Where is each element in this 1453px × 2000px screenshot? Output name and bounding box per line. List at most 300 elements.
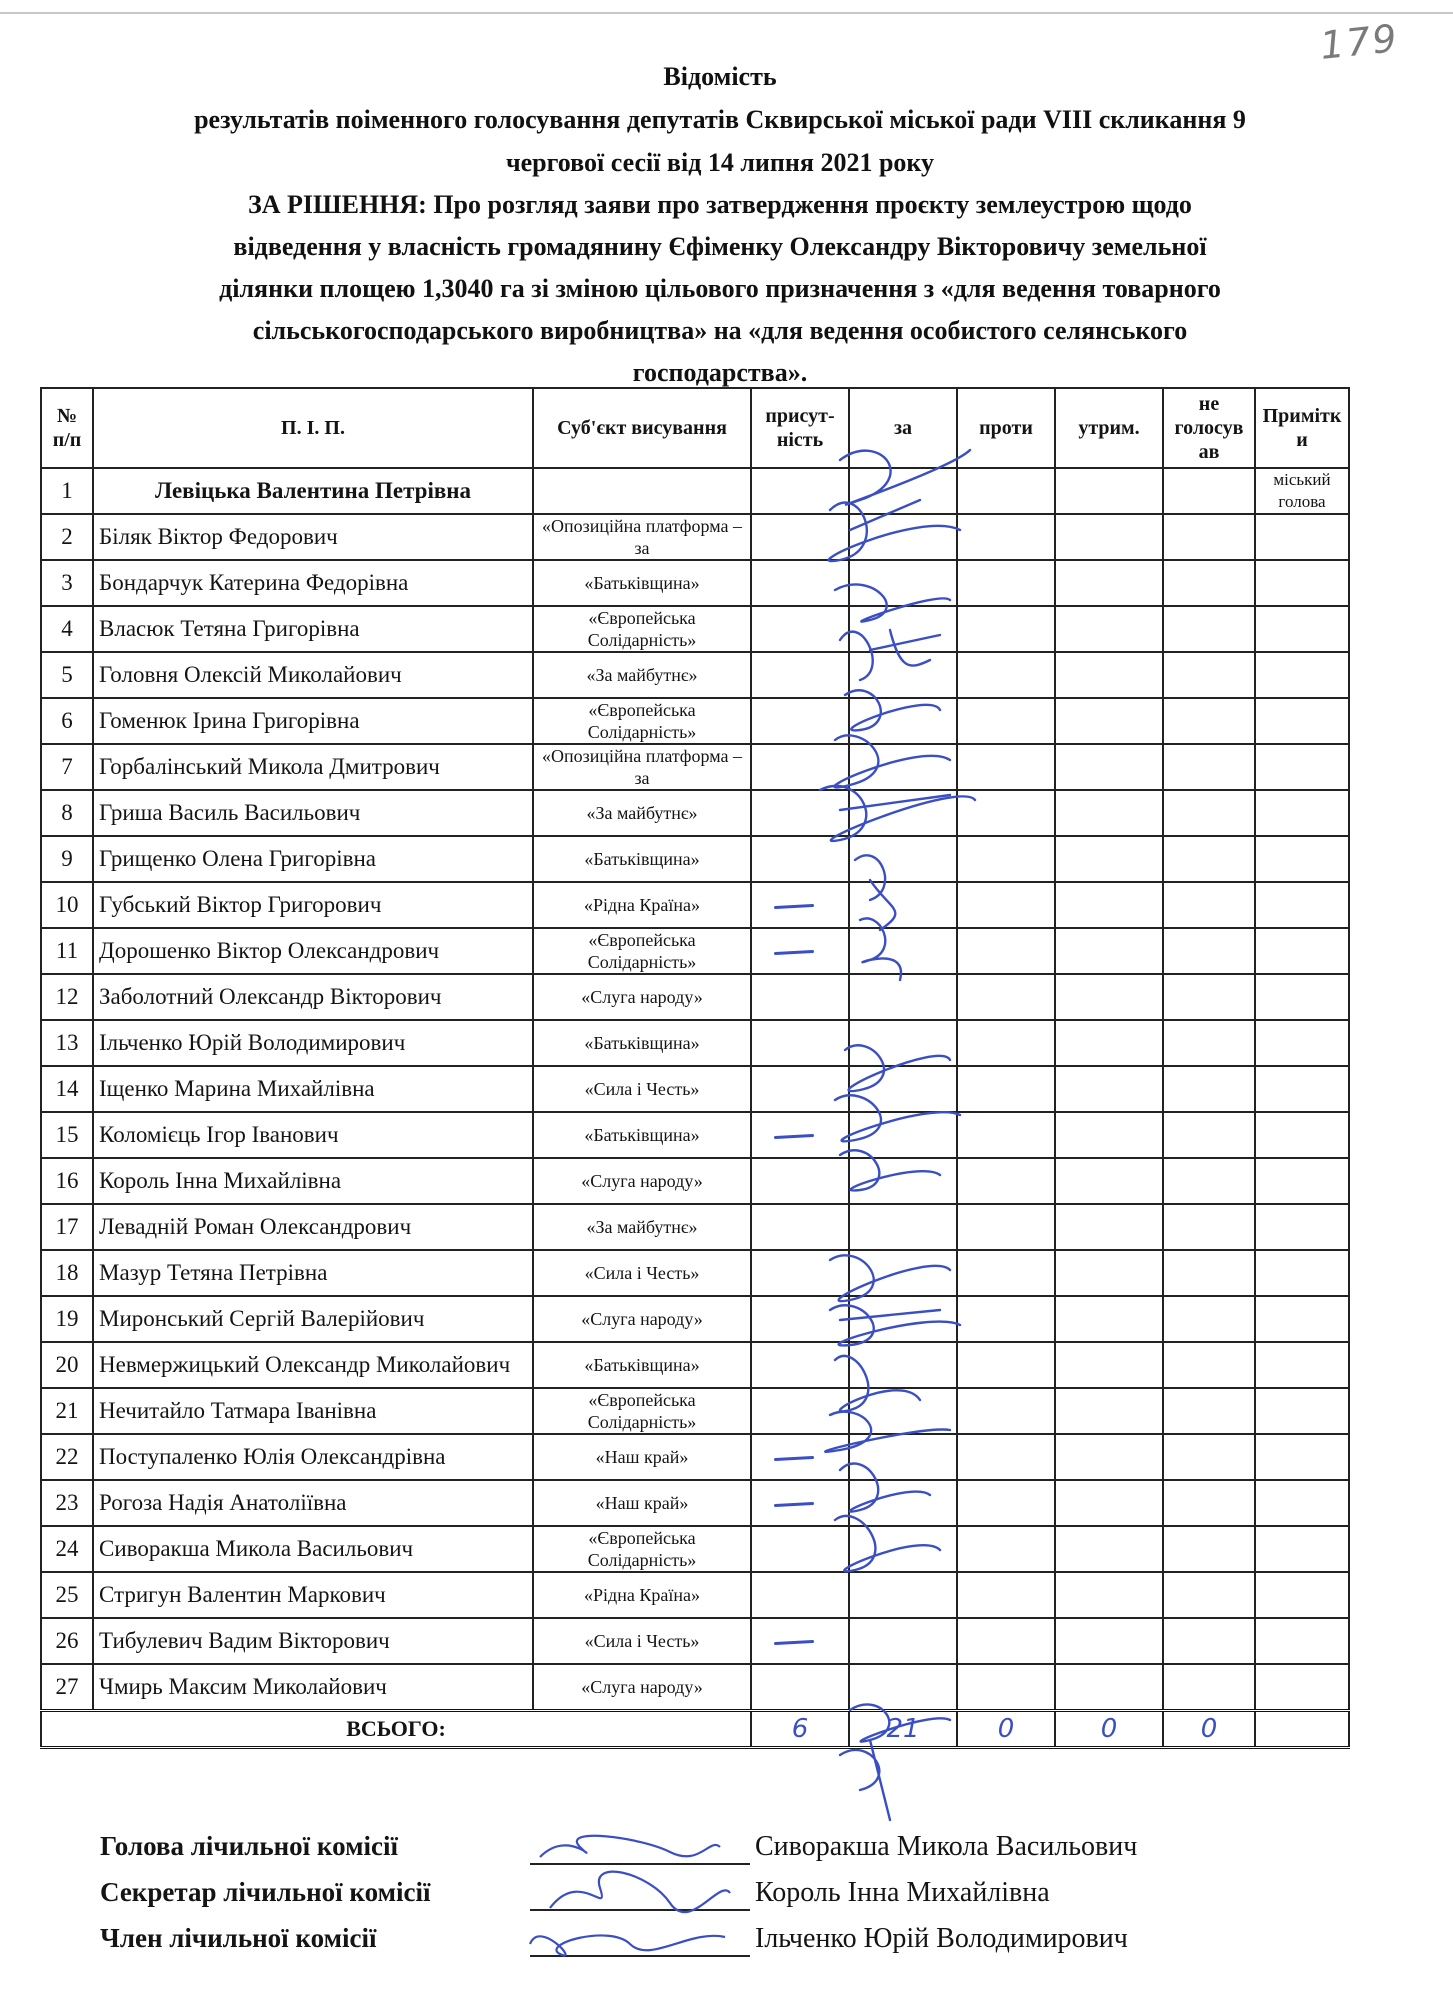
party-name: «Слуга народу»: [533, 1296, 751, 1342]
vote-abstain-cell: [1055, 1112, 1163, 1158]
note-cell: [1255, 928, 1349, 974]
vote-against-cell: [957, 790, 1055, 836]
table-row: [41, 698, 1349, 744]
vote-against-cell: [957, 468, 1055, 514]
vote-abstain-cell: [1055, 1342, 1163, 1388]
presence-cell: [751, 974, 849, 1020]
not-voted-cell: [1163, 1526, 1255, 1572]
col-header-number: № п/п: [41, 388, 93, 468]
subject-line-2: відведення у власність громадянину Єфіменку Олександру Вікторовичу земельної: [233, 232, 1207, 261]
presence-cell: [751, 1480, 849, 1526]
note-cell: [1255, 1066, 1349, 1112]
deputy-name: Бондарчук Катерина Федорівна: [93, 560, 533, 606]
row-number: 10: [41, 882, 93, 928]
table-row: [41, 744, 1349, 790]
vote-for-cell: [849, 1020, 957, 1066]
note-cell: [1255, 1296, 1349, 1342]
commission-name-secretary: Король Інна Михайлівна: [755, 1877, 1050, 1908]
vote-abstain-cell: [1055, 1204, 1163, 1250]
not-voted-cell: [1163, 1572, 1255, 1618]
vote-for-cell: [849, 1342, 957, 1388]
row-number: 22: [41, 1434, 93, 1480]
vote-for-cell: [849, 974, 957, 1020]
not-voted-cell: [1163, 1388, 1255, 1434]
row-number: 11: [41, 928, 93, 974]
note-cell: [1255, 1342, 1349, 1388]
presence-cell: [751, 744, 849, 790]
table-row: [41, 1618, 1349, 1664]
deputy-name: Нечитайло Татмара Іванівна: [93, 1388, 533, 1434]
table-row: [41, 1112, 1349, 1158]
total-against: 0: [957, 1711, 1055, 1748]
vote-for-cell: [849, 836, 957, 882]
deputy-name: Рогоза Надія Анатоліївна: [93, 1480, 533, 1526]
not-voted-cell: [1163, 836, 1255, 882]
row-number: 13: [41, 1020, 93, 1066]
deputy-name: Король Інна Михайлівна: [93, 1158, 533, 1204]
table-row: [41, 1434, 1349, 1480]
vote-against-cell: [957, 1112, 1055, 1158]
vote-against-cell: [957, 1434, 1055, 1480]
row-number: 4: [41, 606, 93, 652]
absence-dash-mark: [774, 1640, 814, 1645]
deputy-name: Поступаленко Юлія Олександрівна: [93, 1434, 533, 1480]
row-number: 25: [41, 1572, 93, 1618]
vote-against-cell: [957, 1342, 1055, 1388]
presence-cell: [751, 514, 849, 560]
vote-for-cell: [849, 1480, 957, 1526]
subject-line-4: сільськогосподарського виробництва» на «для ведення особистого селянського: [252, 316, 1188, 345]
vote-against-cell: [957, 606, 1055, 652]
table-row: [41, 1526, 1349, 1572]
vote-abstain-cell: [1055, 468, 1163, 514]
vote-abstain-cell: [1055, 652, 1163, 698]
vote-for-cell: [849, 1434, 957, 1480]
vote-for-cell: [849, 560, 957, 606]
total-notes: [1255, 1711, 1349, 1748]
table-row: [41, 1204, 1349, 1250]
vote-against-cell: [957, 1480, 1055, 1526]
presence-cell: [751, 1526, 849, 1572]
vote-abstain-cell: [1055, 1066, 1163, 1112]
row-number: 6: [41, 698, 93, 744]
vote-for-cell: [849, 1618, 957, 1664]
presence-cell: [751, 560, 849, 606]
vote-abstain-cell: [1055, 882, 1163, 928]
table-row: [41, 514, 1349, 560]
vote-against-cell: [957, 560, 1055, 606]
table-row: [41, 1020, 1349, 1066]
not-voted-cell: [1163, 1664, 1255, 1711]
table-row: [41, 836, 1349, 882]
row-number: 8: [41, 790, 93, 836]
row-number: 16: [41, 1158, 93, 1204]
row-number: 20: [41, 1342, 93, 1388]
vote-against-cell: [957, 744, 1055, 790]
top-border-line: [0, 12, 1453, 14]
party-name: «Опозиційна платформа – за: [533, 514, 751, 560]
deputy-name: Заболотний Олександр Вікторович: [93, 974, 533, 1020]
presence-cell: [751, 1618, 849, 1664]
row-number: 2: [41, 514, 93, 560]
subtitle-line-2: чергової сесії від 14 липня 2021 року: [505, 148, 935, 177]
total-abstain: 0: [1055, 1711, 1163, 1748]
commission-name-member: Ільченко Юрій Володимирович: [755, 1923, 1128, 1954]
vote-for-cell: [849, 1572, 957, 1618]
total-for: 21: [849, 1711, 957, 1748]
table-row: [41, 1388, 1349, 1434]
not-voted-cell: [1163, 744, 1255, 790]
note-cell: [1255, 1250, 1349, 1296]
not-voted-cell: [1163, 1296, 1255, 1342]
deputy-name: Дорошенко Віктор Олександрович: [93, 928, 533, 974]
vote-against-cell: [957, 1204, 1055, 1250]
deputy-name: Біляк Віктор Федорович: [93, 514, 533, 560]
row-number: 26: [41, 1618, 93, 1664]
col-header-party: Суб'єкт висування: [533, 388, 751, 468]
not-voted-cell: [1163, 606, 1255, 652]
party-name: «Європейська Солідарність»: [533, 1388, 751, 1434]
not-voted-cell: [1163, 1434, 1255, 1480]
presence-cell: [751, 1066, 849, 1112]
deputy-name: Чмирь Максим Миколайович: [93, 1664, 533, 1711]
vote-against-cell: [957, 836, 1055, 882]
party-name: [533, 468, 751, 514]
not-voted-cell: [1163, 1342, 1255, 1388]
note-cell: [1255, 560, 1349, 606]
vote-for-cell: [849, 1296, 957, 1342]
table-row: [41, 882, 1349, 928]
vote-abstain-cell: [1055, 514, 1163, 560]
not-voted-cell: [1163, 1020, 1255, 1066]
note-cell: [1255, 1204, 1349, 1250]
col-header-name: П. І. П.: [93, 388, 533, 468]
not-voted-cell: [1163, 652, 1255, 698]
vote-against-cell: [957, 652, 1055, 698]
not-voted-cell: [1163, 790, 1255, 836]
deputy-name: Іщенко Марина Михайлівна: [93, 1066, 533, 1112]
presence-cell: [751, 698, 849, 744]
vote-for-cell: [849, 1526, 957, 1572]
not-voted-cell: [1163, 1158, 1255, 1204]
vote-for-cell: [849, 928, 957, 974]
presence-cell: [751, 1020, 849, 1066]
vote-abstain-cell: [1055, 1664, 1163, 1711]
row-number: 1: [41, 468, 93, 514]
note-cell: [1255, 652, 1349, 698]
vote-against-cell: [957, 1158, 1055, 1204]
table-row: [41, 1342, 1349, 1388]
vote-for-cell: [849, 606, 957, 652]
vote-for-cell: [849, 698, 957, 744]
vote-for-cell: [849, 1158, 957, 1204]
row-number: 23: [41, 1480, 93, 1526]
vote-abstain-cell: [1055, 698, 1163, 744]
vote-abstain-cell: [1055, 974, 1163, 1020]
commission-role-member: Член лічильної комісії: [100, 1923, 377, 1953]
note-cell: [1255, 1480, 1349, 1526]
col-header-against: проти: [957, 388, 1055, 468]
vote-against-cell: [957, 1066, 1055, 1112]
deputy-name: Власюк Тетяна Григорівна: [93, 606, 533, 652]
absence-dash-mark: [774, 904, 814, 909]
note-cell: [1255, 1158, 1349, 1204]
party-name: «За майбутнє»: [533, 790, 751, 836]
table-row: [41, 790, 1349, 836]
note-cell: [1255, 974, 1349, 1020]
page-number: 179: [1317, 16, 1401, 68]
table-row: [41, 606, 1349, 652]
vote-abstain-cell: [1055, 928, 1163, 974]
note-cell: [1255, 1112, 1349, 1158]
vote-against-cell: [957, 514, 1055, 560]
vote-abstain-cell: [1055, 1250, 1163, 1296]
table-row: [41, 1480, 1349, 1526]
vote-for-cell: [849, 1066, 957, 1112]
party-name: «Батьківщина»: [533, 1342, 751, 1388]
col-header-presence: присут-ність: [751, 388, 849, 468]
col-header-notes: Примітк и: [1255, 388, 1349, 468]
party-name: «Батьківщина»: [533, 1112, 751, 1158]
deputy-name: Миронський Сергій Валерійович: [93, 1296, 533, 1342]
deputy-name: Гоменюк Ірина Григорівна: [93, 698, 533, 744]
vote-against-cell: [957, 974, 1055, 1020]
presence-cell: [751, 1204, 849, 1250]
deputy-name: Ільченко Юрій Володимирович: [93, 1020, 533, 1066]
vote-abstain-cell: [1055, 1296, 1163, 1342]
commission-name-chair: Сиворакша Микола Васильович: [755, 1831, 1138, 1862]
vote-abstain-cell: [1055, 1158, 1163, 1204]
document-title: Відомість: [663, 62, 777, 91]
voting-table: [40, 387, 1350, 1749]
subject-line-3: ділянки площею 1,3040 га зі зміною цільового призначення з «для ведення товарного: [219, 274, 1221, 303]
row-number: 12: [41, 974, 93, 1020]
vote-for-cell: [849, 790, 957, 836]
party-name: «Наш край»: [533, 1434, 751, 1480]
table-row: [41, 1572, 1349, 1618]
party-name: «Сила і Честь»: [533, 1066, 751, 1112]
not-voted-cell: [1163, 1618, 1255, 1664]
party-name: «Слуга народу»: [533, 974, 751, 1020]
note-cell: [1255, 606, 1349, 652]
row-number: 9: [41, 836, 93, 882]
not-voted-cell: [1163, 882, 1255, 928]
subject-line-5: господарства».: [632, 358, 808, 387]
note-cell: [1255, 790, 1349, 836]
party-name: «Рідна Країна»: [533, 1572, 751, 1618]
vote-against-cell: [957, 928, 1055, 974]
vote-abstain-cell: [1055, 744, 1163, 790]
presence-cell: [751, 882, 849, 928]
vote-abstain-cell: [1055, 1480, 1163, 1526]
presence-cell: [751, 606, 849, 652]
table-row: [41, 974, 1349, 1020]
table-header-row: [41, 388, 1349, 468]
vote-abstain-cell: [1055, 1434, 1163, 1480]
note-cell: [1255, 1388, 1349, 1434]
subtitle-line-1: результатів поіменного голосування депутатів Сквирської міської ради VIII скликання 9: [194, 105, 1246, 134]
vote-against-cell: [957, 1618, 1055, 1664]
vote-for-cell: [849, 1664, 957, 1711]
table-row: [41, 1250, 1349, 1296]
party-name: «Слуга народу»: [533, 1664, 751, 1711]
deputy-name: Гриша Василь Васильович: [93, 790, 533, 836]
vote-abstain-cell: [1055, 1618, 1163, 1664]
row-number: 5: [41, 652, 93, 698]
party-name: «За майбутнє»: [533, 1204, 751, 1250]
note-cell: [1255, 882, 1349, 928]
row-number: 17: [41, 1204, 93, 1250]
col-header-not-voted: не голосув ав: [1163, 388, 1255, 468]
party-name: «За майбутнє»: [533, 652, 751, 698]
presence-cell: [751, 1112, 849, 1158]
note-cell: [1255, 744, 1349, 790]
total-absent: 6: [751, 1711, 849, 1748]
col-header-abstain: утрим.: [1055, 388, 1163, 468]
vote-for-cell: [849, 882, 957, 928]
row-number: 14: [41, 1066, 93, 1112]
counting-commission: [100, 1825, 1340, 1963]
presence-cell: [751, 1664, 849, 1711]
vote-for-cell: [849, 1388, 957, 1434]
table-row: [41, 928, 1349, 974]
absence-dash-mark: [774, 950, 814, 955]
party-name: «Рідна Країна»: [533, 882, 751, 928]
total-row: [41, 1711, 1349, 1748]
note-cell: [1255, 1618, 1349, 1664]
row-number: 19: [41, 1296, 93, 1342]
vote-abstain-cell: [1055, 1526, 1163, 1572]
party-name: «Європейська Солідарність»: [533, 606, 751, 652]
party-name: «Сила і Честь»: [533, 1618, 751, 1664]
not-voted-cell: [1163, 1480, 1255, 1526]
party-name: «Європейська Солідарність»: [533, 698, 751, 744]
commission-role-secretary: Секретар лічильної комісії: [100, 1877, 431, 1907]
table-row: [41, 1066, 1349, 1112]
party-name: «Європейська Солідарність»: [533, 1526, 751, 1572]
presence-cell: [751, 1434, 849, 1480]
absence-dash-mark: [774, 1502, 814, 1507]
note-cell: [1255, 1526, 1349, 1572]
deputy-name: Сиворакша Микола Васильович: [93, 1526, 533, 1572]
table-row: [41, 560, 1349, 606]
vote-abstain-cell: [1055, 1572, 1163, 1618]
party-name: «Слуга народу»: [533, 1158, 751, 1204]
vote-for-cell: [849, 652, 957, 698]
not-voted-cell: [1163, 468, 1255, 514]
absence-dash-mark: [774, 1134, 814, 1139]
table-row: [41, 1296, 1349, 1342]
vote-for-cell: [849, 1112, 957, 1158]
row-number: 7: [41, 744, 93, 790]
row-number: 18: [41, 1250, 93, 1296]
party-name: «Батьківщина»: [533, 560, 751, 606]
signature-member: [520, 1909, 740, 1965]
presence-cell: [751, 1388, 849, 1434]
not-voted-cell: [1163, 928, 1255, 974]
vote-abstain-cell: [1055, 1020, 1163, 1066]
not-voted-cell: [1163, 974, 1255, 1020]
presence-cell: [751, 790, 849, 836]
not-voted-cell: [1163, 560, 1255, 606]
vote-against-cell: [957, 1526, 1055, 1572]
presence-cell: [751, 928, 849, 974]
absence-dash-mark: [774, 1456, 814, 1461]
party-name: «Батьківщина»: [533, 1020, 751, 1066]
not-voted-cell: [1163, 514, 1255, 560]
presence-cell: [751, 1572, 849, 1618]
vote-against-cell: [957, 698, 1055, 744]
vote-for-cell: [849, 744, 957, 790]
subject-line-1: ЗА РІШЕННЯ: Про розгляд заяви про затвердження проєкту землеустрою щодо: [248, 190, 1192, 219]
row-number: 3: [41, 560, 93, 606]
note-cell: [1255, 836, 1349, 882]
presence-cell: [751, 468, 849, 514]
total-label: ВСЬОГО:: [41, 1711, 751, 1748]
presence-cell: [751, 1158, 849, 1204]
note-cell: [1255, 514, 1349, 560]
presence-cell: [751, 1296, 849, 1342]
deputy-name: Левіцька Валентина Петрівна: [93, 468, 533, 514]
document-header: [30, 55, 1410, 394]
party-name: «Батьківщина»: [533, 836, 751, 882]
presence-cell: [751, 836, 849, 882]
vote-against-cell: [957, 1250, 1055, 1296]
vote-for-cell: [849, 1250, 957, 1296]
party-name: «Європейська Солідарність»: [533, 928, 751, 974]
party-name: «Опозиційна платформа – за: [533, 744, 751, 790]
vote-against-cell: [957, 1388, 1055, 1434]
vote-abstain-cell: [1055, 606, 1163, 652]
table-row: [41, 1158, 1349, 1204]
vote-against-cell: [957, 1020, 1055, 1066]
note-cell: міський голова: [1255, 468, 1349, 514]
deputy-name: Горбалінський Микола Дмитрович: [93, 744, 533, 790]
vote-for-cell: [849, 1204, 957, 1250]
party-name: «Наш край»: [533, 1480, 751, 1526]
vote-for-cell: [849, 514, 957, 560]
not-voted-cell: [1163, 1204, 1255, 1250]
row-number: 27: [41, 1664, 93, 1711]
deputy-name: Грищенко Олена Григорівна: [93, 836, 533, 882]
deputy-name: Левадній Роман Олександрович: [93, 1204, 533, 1250]
deputy-name: Губський Віктор Григорович: [93, 882, 533, 928]
vote-against-cell: [957, 1296, 1055, 1342]
vote-abstain-cell: [1055, 1388, 1163, 1434]
deputy-name: Мазур Тетяна Петрівна: [93, 1250, 533, 1296]
note-cell: [1255, 1572, 1349, 1618]
vote-against-cell: [957, 1572, 1055, 1618]
not-voted-cell: [1163, 1250, 1255, 1296]
row-number: 15: [41, 1112, 93, 1158]
commission-role-chair: Голова лічильної комісії: [100, 1831, 398, 1861]
deputy-name: Тибулевич Вадим Вікторович: [93, 1618, 533, 1664]
note-cell: [1255, 698, 1349, 744]
deputy-name: Головня Олексій Миколайович: [93, 652, 533, 698]
deputy-name: Невмержицький Олександр Миколайович: [93, 1342, 533, 1388]
presence-cell: [751, 652, 849, 698]
deputy-name: Стригун Валентин Маркович: [93, 1572, 533, 1618]
vote-against-cell: [957, 882, 1055, 928]
row-number: 24: [41, 1526, 93, 1572]
presence-cell: [751, 1250, 849, 1296]
vote-abstain-cell: [1055, 790, 1163, 836]
not-voted-cell: [1163, 1112, 1255, 1158]
col-header-for: за: [849, 388, 957, 468]
table-row: [41, 468, 1349, 514]
vote-abstain-cell: [1055, 836, 1163, 882]
vote-abstain-cell: [1055, 560, 1163, 606]
